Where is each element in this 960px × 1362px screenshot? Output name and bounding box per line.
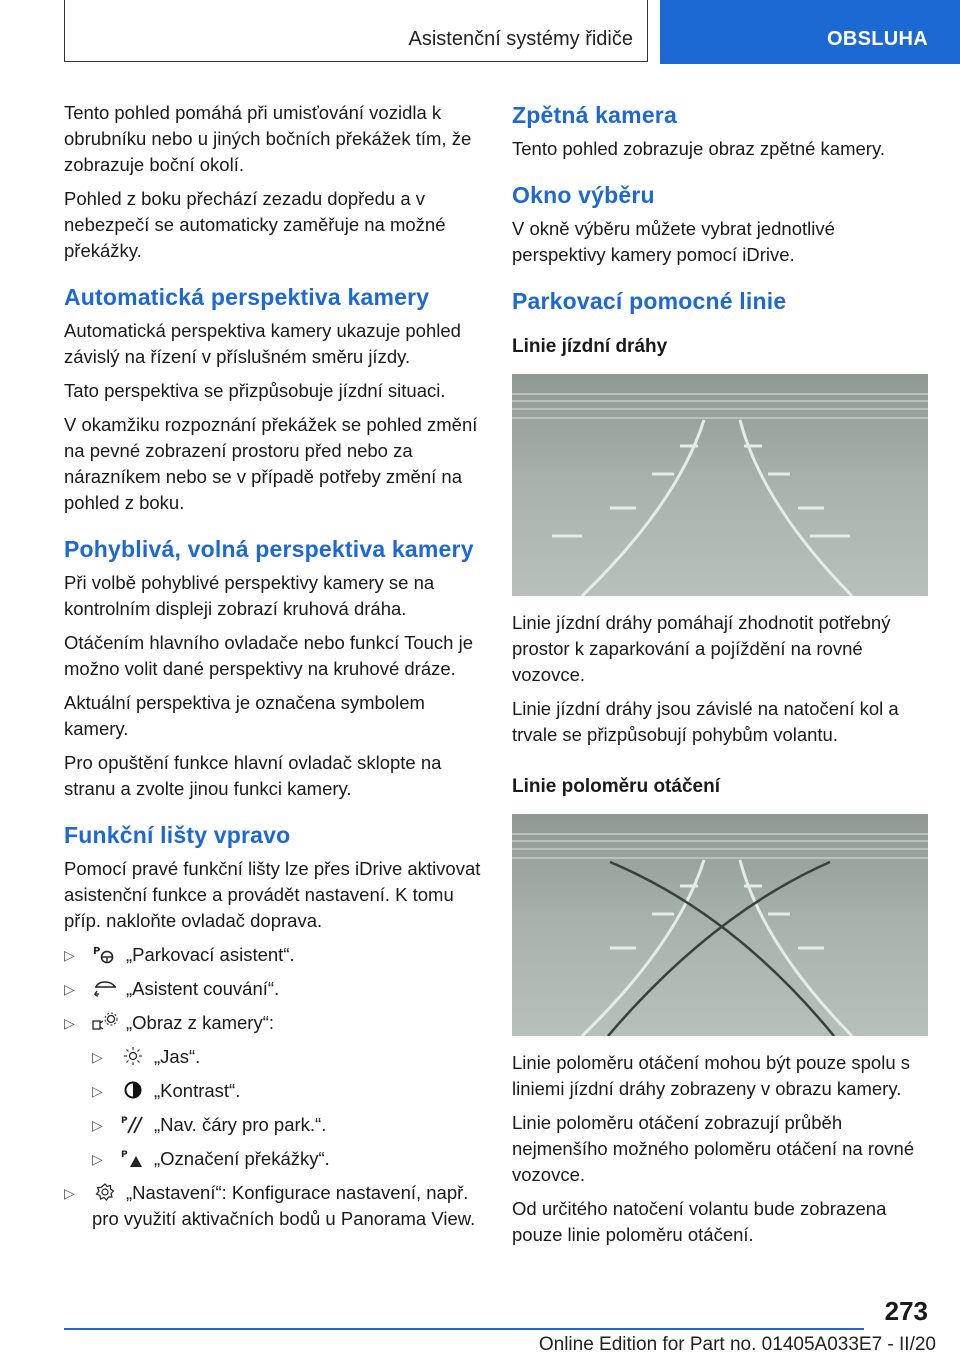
paragraph: Tento pohled pomáhá při umisťování vozidla k obrubníku nebo u jiných bočních překážek tím, že zobrazuje boční okolí. (64, 102, 472, 175)
paragraph: Pohled z boku přechází zezadu dopředu a v nebezpečí se automaticky zaměřuje na možné překážky. (64, 188, 446, 261)
track-lines-figure (512, 374, 928, 596)
heading-rear-camera: Zpětná kamera (512, 102, 677, 128)
parking-lines-icon (120, 1114, 146, 1134)
paragraph: Pro opuštění funkce hlavní ovladač sklopte na stranu a zvolte jinou funkci kamery. (64, 752, 442, 799)
heading-function-bar: Funkční lišty vpravo (64, 822, 291, 848)
paragraph: Linie poloměru otáčení mohou být pouze spolu s liniemi jízdní dráhy zobrazeny v obrazu kamery. (512, 1052, 911, 1099)
heading-automatic-perspective: Automatická perspektiva kamery (64, 284, 430, 310)
bullet-triangle-icon: ▷ (64, 981, 75, 997)
camera-image-icon (92, 1012, 118, 1032)
list-item (64, 1180, 484, 1232)
page-header (64, 0, 960, 64)
paragraph: Automatická perspektiva kamery ukazuje pohled závislý na řízení v příslušném směru jízdy. (64, 320, 461, 367)
right-column (512, 100, 932, 1256)
list-item-label: „Jas“. (154, 1046, 201, 1067)
svg-text:P: P (121, 1150, 128, 1160)
header-section-title: Asistenční systémy řidiče (408, 28, 633, 50)
bullet-triangle-icon: ▷ (92, 1083, 103, 1099)
paragraph: Tento pohled zobrazuje obraz zpětné kamery. (512, 138, 885, 159)
paragraph: Tato perspektiva se přizpůsobuje jízdní situaci. (64, 380, 446, 401)
bullet-triangle-icon: ▷ (64, 947, 75, 963)
heading-selection-window: Okno výběru (512, 182, 655, 208)
brightness-icon (120, 1046, 146, 1066)
bullet-triangle-icon: ▷ (92, 1049, 103, 1065)
paragraph: Linie poloměru otáčení zobrazují průběh nejmenšího možného poloměru otáčení na rovné vozovce. (512, 1112, 915, 1185)
header-tag: OBSLUHA (827, 28, 928, 50)
footer-edition: Online Edition for Part no. 01405A033E7 - II/20 (538, 1334, 936, 1355)
parking-assistant-icon (92, 944, 118, 964)
list-item-label: „Parkovací asistent“. (126, 944, 295, 965)
paragraph: Od určitého natočení volantu bude zobrazena pouze linie poloměru otáčení. (512, 1198, 887, 1245)
subheading-track-lines: Linie jízdní dráhy (512, 336, 668, 357)
heading-free-perspective: Pohyblivá, volná perspektiva kamery (64, 536, 474, 562)
paragraph: Při volbě pohyblivé perspektivy kamery se na kontrolním displeji zobrazí kruhová dráha. (64, 572, 435, 619)
svg-text:P: P (93, 946, 101, 957)
list-item-label: „Kontrast“. (154, 1080, 241, 1101)
paragraph: V okamžiku rozpoznání překážek se pohled změní na pevné zobrazení prostoru před nebo za nárazníkem nebo se v případě potřeby změní na pohled z boku. (64, 414, 478, 513)
bullet-triangle-icon: ▷ (64, 1185, 75, 1201)
bullet-triangle-icon: ▷ (92, 1117, 103, 1133)
bullet-triangle-icon: ▷ (92, 1151, 103, 1167)
reversing-assistant-icon (92, 978, 118, 998)
contrast-icon (120, 1080, 146, 1100)
header-tag-box (660, 0, 960, 64)
page-number: 273 (884, 1296, 928, 1326)
bullet-triangle-icon: ▷ (64, 1015, 75, 1031)
list-item (92, 1044, 484, 1070)
list-item-label: „Asistent couvání“. (126, 978, 280, 999)
svg-text:P: P (121, 1116, 128, 1126)
paragraph: Otáčením hlavního ovladače nebo funkcí Touch je možno volit dané perspektivy na kruhové dráze. (64, 632, 473, 679)
paragraph: Pomocí pravé funkční lišty lze přes iDrive aktivovat asistenční funkce a provádět nastavení. K tomu příp. nakloňte ovladač doprava. (64, 858, 481, 931)
header-section-box (64, 0, 648, 62)
paragraph: Aktuální perspektiva je označena symbolem kamery. (64, 692, 425, 739)
left-column (64, 100, 484, 1240)
list-item (92, 1146, 484, 1172)
paragraph: V okně výběru můžete vybrat jednotlivé perspektivy kamery pomocí iDrive. (512, 218, 835, 265)
subheading-turning-radius-lines: Linie poloměru otáčení (512, 776, 720, 797)
paragraph: Linie jízdní dráhy pomáhají zhodnotit potřebný prostor k zaparkování a pojíždění na rovné vozovce. (512, 612, 891, 685)
list-item (64, 976, 484, 1002)
list-item-label: „Nav. čáry pro park.“. (154, 1114, 327, 1135)
list-item (64, 942, 484, 968)
list-item (92, 1078, 484, 1104)
list-item-label: „Nastavení“: Konfigurace nastavení, např. pro využití aktivačních bodů u Panorama View. (92, 1182, 476, 1229)
list-item (64, 1010, 484, 1172)
list-item-label: „Označení překážky“. (154, 1148, 330, 1169)
list-item-label: „Obraz z kamery“: (126, 1012, 275, 1033)
list-item (92, 1112, 484, 1138)
settings-gear-icon (92, 1182, 118, 1202)
footer-divider (64, 1328, 864, 1330)
paragraph: Linie jízdní dráhy jsou závislé na natočení kol a trvale se přizpůsobují pohybům volantu. (512, 698, 899, 745)
turning-radius-figure (512, 814, 928, 1036)
function-bar-list (64, 942, 484, 1232)
heading-parking-lines: Parkovací pomocné linie (512, 288, 787, 314)
obstacle-marking-icon (120, 1148, 146, 1168)
camera-image-sublist (92, 1044, 484, 1172)
